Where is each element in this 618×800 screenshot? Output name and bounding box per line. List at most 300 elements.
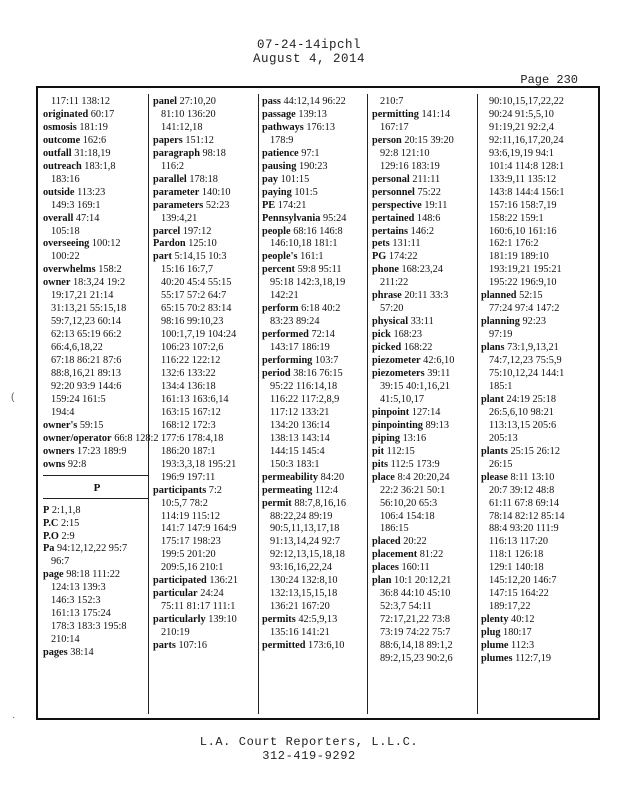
page-line-refs: 20:11 33:3: [404, 290, 449, 302]
page-line-refs: 72:17,21,22 73:8: [380, 614, 451, 626]
entry-continuation-line: [262, 601, 370, 614]
index-entry: [43, 647, 151, 660]
index-entry: [372, 174, 480, 187]
entry-continuation-line: [262, 342, 370, 355]
entry-first-line: [262, 472, 370, 485]
entry-continuation-line: [262, 407, 370, 420]
page-line-refs: 89:2,15,23 90:2,6: [380, 652, 453, 664]
entry-first-line: [372, 459, 480, 472]
index-entry: [262, 161, 370, 174]
page-line-refs: 59:8 95:11: [297, 264, 342, 276]
index-entry: [372, 200, 480, 213]
margin-mark: (: [11, 392, 15, 403]
page-line-refs: 13:16: [402, 432, 427, 444]
page-line-refs: 129:1 140:18: [489, 562, 544, 574]
page-line-refs: 17:23 189:9: [77, 445, 127, 457]
word-index-box: [36, 86, 600, 720]
page-line-refs: 93:16,16,22,24: [270, 562, 333, 574]
page-line-refs: 74:7,12,23 75:5,9: [489, 355, 562, 367]
page-line-refs: 59:7,12,23 60:14: [51, 316, 122, 328]
index-entry: [262, 368, 370, 472]
entry-first-line: [372, 407, 480, 420]
page-line-refs: 209:5,16 210:1: [161, 562, 224, 574]
entry-first-line: [481, 472, 589, 485]
entry-continuation-line: [372, 588, 480, 601]
index-entry: [153, 575, 261, 588]
page-line-refs: 105:18: [51, 225, 80, 237]
page-line-refs: 40:20 45:4 55:15: [161, 277, 232, 289]
entry-first-line: [372, 251, 480, 264]
entry-continuation-line: [153, 459, 261, 472]
page-line-refs: 210:14: [51, 634, 80, 646]
index-word: placed: [372, 536, 401, 548]
page-line-refs: 114:19 115:12: [161, 510, 221, 522]
page-line-refs: 92:11,16,17,20,24: [489, 134, 564, 146]
entry-continuation-line: [481, 174, 589, 187]
index-word: participated: [153, 575, 207, 587]
page-line-refs: 100:22: [51, 251, 80, 263]
index-word: owners: [43, 445, 75, 457]
entry-first-line: [372, 238, 480, 251]
index-word: owner: [43, 277, 71, 289]
page-line-refs: 149:3 169:1: [51, 199, 101, 211]
page-line-refs: 197:12: [182, 225, 212, 237]
entry-first-line: [372, 264, 480, 277]
page-line-refs: 178:3 183:3 195:8: [51, 621, 127, 633]
page-line-refs: 181:19 189:10: [489, 251, 549, 263]
page-line-refs: 196:9 197:11: [161, 471, 216, 483]
page-line-refs: 2:15: [60, 517, 80, 529]
entry-first-line: [153, 614, 261, 627]
page-line-refs: 125:10: [188, 238, 217, 250]
entry-continuation-line: [372, 277, 480, 290]
entry-first-line: [43, 459, 151, 472]
entry-first-line: [372, 472, 480, 485]
page-line-refs: 18:3,24 19:2: [73, 277, 126, 289]
index-word: Pardon: [153, 238, 186, 250]
entry-continuation-line: [43, 174, 151, 187]
index-entry: [153, 251, 261, 484]
index-entry: [372, 96, 480, 109]
page-line-refs: 144:15 145:4: [270, 445, 325, 457]
entry-continuation-line: [262, 290, 370, 303]
index-word: period: [262, 368, 291, 380]
page-line-refs: 190:23: [298, 160, 328, 172]
index-word: permeability: [262, 471, 319, 483]
index-column-3: [262, 96, 370, 716]
index-word: permit: [262, 497, 292, 509]
entry-first-line: [262, 498, 370, 511]
index-entry: [43, 96, 151, 109]
index-entry: [43, 420, 151, 433]
index-word: paragraph: [153, 147, 200, 159]
entry-first-line: [372, 200, 480, 213]
entry-continuation-line: [372, 498, 480, 511]
page-line-refs: 93:6,19,19 94:1: [489, 147, 554, 159]
entry-continuation-line: [372, 614, 480, 627]
index-entry: [153, 174, 261, 187]
index-entry: [262, 640, 370, 653]
page-line-refs: 36:8 44:10 45:10: [380, 588, 451, 600]
entry-first-line: [481, 446, 589, 459]
page-line-refs: 160:11: [401, 562, 430, 574]
index-word: part: [153, 251, 172, 263]
page-line-refs: 116:13 117:20: [489, 536, 549, 548]
page-line-refs: 10:5,7 78:2: [161, 497, 208, 509]
entry-continuation-line: [153, 355, 261, 368]
index-entry: [43, 213, 151, 239]
index-entry: [43, 277, 151, 419]
entry-first-line: [481, 614, 589, 627]
page-line-refs: 175:17 198:23: [161, 536, 221, 548]
index-word: PE: [262, 199, 276, 211]
entry-continuation-line: [481, 549, 589, 562]
entry-continuation-line: [372, 523, 480, 536]
page-line-refs: 112:15: [386, 445, 415, 457]
entry-first-line: [262, 251, 370, 264]
index-word: panel: [153, 96, 178, 107]
index-entry: [372, 187, 480, 200]
entry-continuation-line: [153, 368, 261, 381]
index-entry: [43, 531, 151, 544]
index-entry: [481, 472, 589, 614]
page-line-refs: 186:15: [380, 523, 409, 535]
column-divider: [148, 94, 149, 714]
index-entry: [372, 575, 480, 666]
index-word: participants: [153, 484, 207, 496]
index-entry: [262, 329, 370, 355]
entry-first-line: [262, 303, 370, 316]
entry-first-line: [372, 562, 480, 575]
index-word: places: [372, 562, 399, 574]
entry-first-line: [153, 187, 261, 200]
entry-first-line: [262, 226, 370, 239]
entry-continuation-line: [372, 394, 480, 407]
index-entry: [153, 148, 261, 174]
entry-first-line: [43, 122, 151, 135]
entry-first-line: [43, 518, 151, 531]
entry-first-line: [372, 420, 480, 433]
entry-first-line: [43, 446, 151, 459]
entry-continuation-line: [43, 582, 151, 595]
column-divider: [477, 94, 478, 714]
page-line-refs: 94:12,12,22 95:7: [57, 543, 128, 555]
index-word: osmosis: [43, 121, 77, 133]
entry-continuation-line: [372, 148, 480, 161]
page-line-refs: 178:18: [189, 173, 218, 185]
page-line-refs: 174:22: [388, 251, 418, 263]
index-word: outside: [43, 186, 75, 198]
index-word: permitted: [262, 640, 306, 652]
entry-first-line: [372, 135, 480, 148]
index-entry: [262, 96, 370, 109]
index-word: phone: [372, 264, 399, 276]
page-line-refs: 92:8: [67, 458, 87, 470]
page-line-refs: 181:19: [79, 121, 108, 133]
page-line-refs: 97:1: [301, 147, 320, 159]
index-entry: [153, 187, 261, 200]
entry-first-line: [372, 433, 480, 446]
index-word: pausing: [262, 160, 297, 172]
page-line-refs: 161:13 175:24: [51, 608, 111, 620]
page-line-refs: 31:18,19: [74, 147, 111, 159]
entry-first-line: [262, 109, 370, 122]
page-line-refs: 38:14: [70, 647, 94, 659]
entry-first-line: [43, 569, 151, 582]
entry-continuation-line: [153, 394, 261, 407]
entry-first-line: [43, 264, 151, 277]
entry-continuation-line: [153, 446, 261, 459]
page-line-refs: 193:19,21 195:21: [489, 264, 562, 276]
page-line-refs: 101:5: [294, 186, 318, 198]
index-entry: [262, 251, 370, 264]
index-word: plume: [481, 640, 509, 652]
entry-continuation-line: [153, 316, 261, 329]
page-line-refs: 52:15: [519, 290, 543, 302]
page-line-refs: 39:15 40:1,16,21: [380, 380, 451, 392]
page-line-refs: 73:1,9,13,21: [507, 342, 559, 354]
entry-continuation-line: [153, 342, 261, 355]
page-line-refs: 90:24 91:5,5,10: [489, 108, 554, 120]
index-entry: [481, 653, 589, 666]
entry-first-line: [153, 640, 261, 653]
page-line-refs: 38:16 76:15: [293, 368, 343, 380]
entry-first-line: [153, 588, 261, 601]
entry-continuation-line: [153, 536, 261, 549]
index-word: planning: [481, 316, 520, 328]
page-line-refs: 210:19: [161, 627, 190, 639]
entry-continuation-line: [153, 407, 261, 420]
page-line-refs: 97:19: [489, 329, 513, 341]
page-line-refs: 90:5,11,13,17,18: [270, 523, 340, 535]
index-word: overseeing: [43, 238, 90, 250]
entry-continuation-line: [262, 433, 370, 446]
index-word: person: [372, 134, 402, 146]
index-entry: [43, 264, 151, 277]
entry-continuation-line: [153, 213, 261, 226]
page-line-refs: 44:12,14 96:22: [283, 96, 346, 107]
page-line-refs: 101:4 114:8 128:1: [489, 160, 565, 172]
page-line-refs: 158:22 159:1: [489, 212, 544, 224]
page-line-refs: 20:22: [403, 536, 427, 548]
index-word: pay: [262, 173, 279, 185]
entry-continuation-line: [372, 485, 480, 498]
entry-continuation-line: [481, 277, 589, 290]
page-line-refs: 158:2: [98, 264, 122, 276]
index-word: passage: [262, 108, 296, 120]
entry-continuation-line: [153, 523, 261, 536]
entry-continuation-line: [262, 562, 370, 575]
index-entry: [481, 640, 589, 653]
index-word: P.O: [43, 530, 59, 542]
index-word: parameters: [153, 199, 204, 211]
index-word: pertains: [372, 225, 409, 237]
page-line-refs: 139:10: [208, 614, 237, 626]
entry-continuation-line: [153, 601, 261, 614]
entry-continuation-line: [153, 627, 261, 640]
page-line-refs: 205:13: [489, 432, 518, 444]
index-entry: [43, 161, 151, 187]
index-entry: [43, 446, 151, 459]
entry-continuation-line: [481, 407, 589, 420]
page-line-refs: 91:19,21 92:2,4: [489, 121, 554, 133]
entry-continuation-line: [43, 200, 151, 213]
index-entry: [262, 148, 370, 161]
page-line-refs: 193:3,3,18 195:21: [161, 458, 237, 470]
entry-continuation-line: [372, 653, 480, 666]
entry-first-line: [481, 316, 589, 329]
index-word: plug: [481, 627, 501, 639]
page-line-refs: 163:15 167:12: [161, 406, 221, 418]
entry-first-line: [372, 549, 480, 562]
index-entry: [262, 498, 370, 615]
page-line-refs: 199:5 201:20: [161, 549, 216, 561]
index-word: people: [262, 225, 291, 237]
entry-continuation-line: [481, 498, 589, 511]
index-entry: [372, 135, 480, 174]
entry-first-line: [43, 148, 151, 161]
page-line-refs: 143:8 144:4 156:1: [489, 186, 565, 198]
index-word: perspective: [372, 199, 422, 211]
page-line-refs: 113:13,15 205:6: [489, 419, 557, 431]
entry-first-line: [372, 213, 480, 226]
entry-first-line: [481, 394, 589, 407]
page-line-refs: 146:10,18 181:1: [270, 238, 338, 250]
page-line-refs: 8:11 13:10: [510, 471, 555, 483]
index-entry: [372, 342, 480, 355]
entry-continuation-line: [481, 109, 589, 122]
page-line-refs: 72:14: [311, 329, 335, 341]
entry-first-line: [43, 96, 151, 109]
index-word: people's: [262, 251, 298, 263]
index-word: PG: [372, 251, 387, 263]
index-word: P.C: [43, 517, 59, 529]
index-entry: [372, 264, 480, 290]
entry-continuation-line: [153, 122, 261, 135]
page-line-refs: 135:16 141:21: [270, 627, 330, 639]
entry-continuation-line: [153, 498, 261, 511]
page-line-refs: 81:10 136:20: [161, 108, 216, 120]
page-line-refs: 168:22: [403, 342, 433, 354]
entry-continuation-line: [262, 135, 370, 148]
page-line-refs: 167:17: [380, 121, 409, 133]
page-line-refs: 62:13 65:19 66:2: [51, 329, 122, 341]
entry-first-line: [372, 575, 480, 588]
index-entry: [43, 569, 151, 647]
page-line-refs: 141:7 147:9 164:9: [161, 523, 237, 535]
page-line-refs: 117:12 133:21: [270, 406, 330, 418]
page-number: Page 230: [520, 73, 578, 87]
entry-first-line: [153, 251, 261, 264]
index-word: paying: [262, 186, 292, 198]
page-line-refs: 66:8 128:2: [114, 432, 159, 444]
page-line-refs: 180:17: [503, 627, 532, 639]
page-line-refs: 75:22: [417, 186, 441, 198]
entry-continuation-line: [372, 303, 480, 316]
entry-first-line: [153, 238, 261, 251]
index-entry: [481, 446, 589, 472]
entry-continuation-line: [481, 601, 589, 614]
entry-first-line: [262, 640, 370, 653]
index-word: pinpointing: [372, 419, 423, 431]
index-entry: [372, 536, 480, 549]
index-word: parallel: [153, 173, 187, 185]
page-line-refs: 178:9: [270, 134, 294, 146]
index-word: outcome: [43, 134, 81, 146]
index-word: plant: [481, 393, 504, 405]
section-rule: [43, 498, 149, 499]
page-line-refs: 160:6,10 161:16: [489, 225, 557, 237]
page-line-refs: 20:15 39:20: [404, 134, 454, 146]
index-word: plumes: [481, 652, 513, 664]
index-word: Pennsylvania: [262, 212, 321, 224]
index-entry: [372, 226, 480, 239]
index-word: parts: [153, 640, 176, 652]
index-entry: [372, 459, 480, 472]
entry-continuation-line: [43, 394, 151, 407]
page-line-refs: 75:10,12,24 144:1: [489, 368, 565, 380]
entry-first-line: [43, 531, 151, 544]
index-word: permitting: [372, 108, 419, 120]
page-line-refs: 211:22: [380, 277, 409, 289]
page-line-refs: 98:18 111:22: [66, 569, 121, 581]
index-word: piezometers: [372, 368, 425, 380]
page-line-refs: 147:15 164:22: [489, 588, 549, 600]
page-line-refs: 78:14 82:12 85:14: [489, 510, 565, 522]
page-line-refs: 101:15: [280, 173, 310, 185]
entry-first-line: [153, 485, 261, 498]
entry-continuation-line: [262, 511, 370, 524]
page-line-refs: 40:12: [511, 614, 535, 626]
index-entry: [372, 562, 480, 575]
index-entry: [153, 226, 261, 239]
index-entry: [372, 213, 480, 226]
page-line-refs: 66:4,6,18,22: [51, 342, 103, 354]
page-line-refs: 183:16: [51, 173, 80, 185]
page-line-refs: 174:21: [277, 199, 307, 211]
page-line-refs: 31:13,21 55:15,18: [51, 303, 127, 315]
index-column-2: [153, 96, 261, 716]
page-line-refs: 168:12 172:3: [161, 419, 216, 431]
entry-continuation-line: [43, 634, 151, 647]
index-word: permits: [262, 614, 296, 626]
page-line-refs: 98:18: [202, 147, 226, 159]
entry-continuation-line: [43, 381, 151, 394]
index-word: overall: [43, 212, 74, 224]
index-entry: [372, 407, 480, 420]
index-entry: [481, 342, 589, 394]
index-word: pertained: [372, 212, 415, 224]
index-entry: [262, 213, 370, 226]
page-line-refs: 19:17,21 21:14: [51, 290, 114, 302]
page-line-refs: 151:12: [185, 134, 214, 146]
entry-continuation-line: [372, 511, 480, 524]
index-entry: [153, 135, 261, 148]
index-entry: [262, 226, 370, 252]
page-line-refs: 139:13: [298, 108, 327, 120]
entry-continuation-line: [481, 187, 589, 200]
page-line-refs: 100:12: [91, 238, 121, 250]
index-word: overwhelms: [43, 264, 96, 276]
index-word: place: [372, 471, 395, 483]
index-entry: [372, 472, 480, 537]
entry-first-line: [262, 174, 370, 187]
entry-continuation-line: [262, 394, 370, 407]
page-line-refs: 95:24: [322, 212, 347, 224]
index-entry: [262, 303, 370, 329]
page-line-refs: 211:11: [412, 173, 441, 185]
page-line-refs: 116:22 117:2,8,9: [270, 393, 340, 405]
